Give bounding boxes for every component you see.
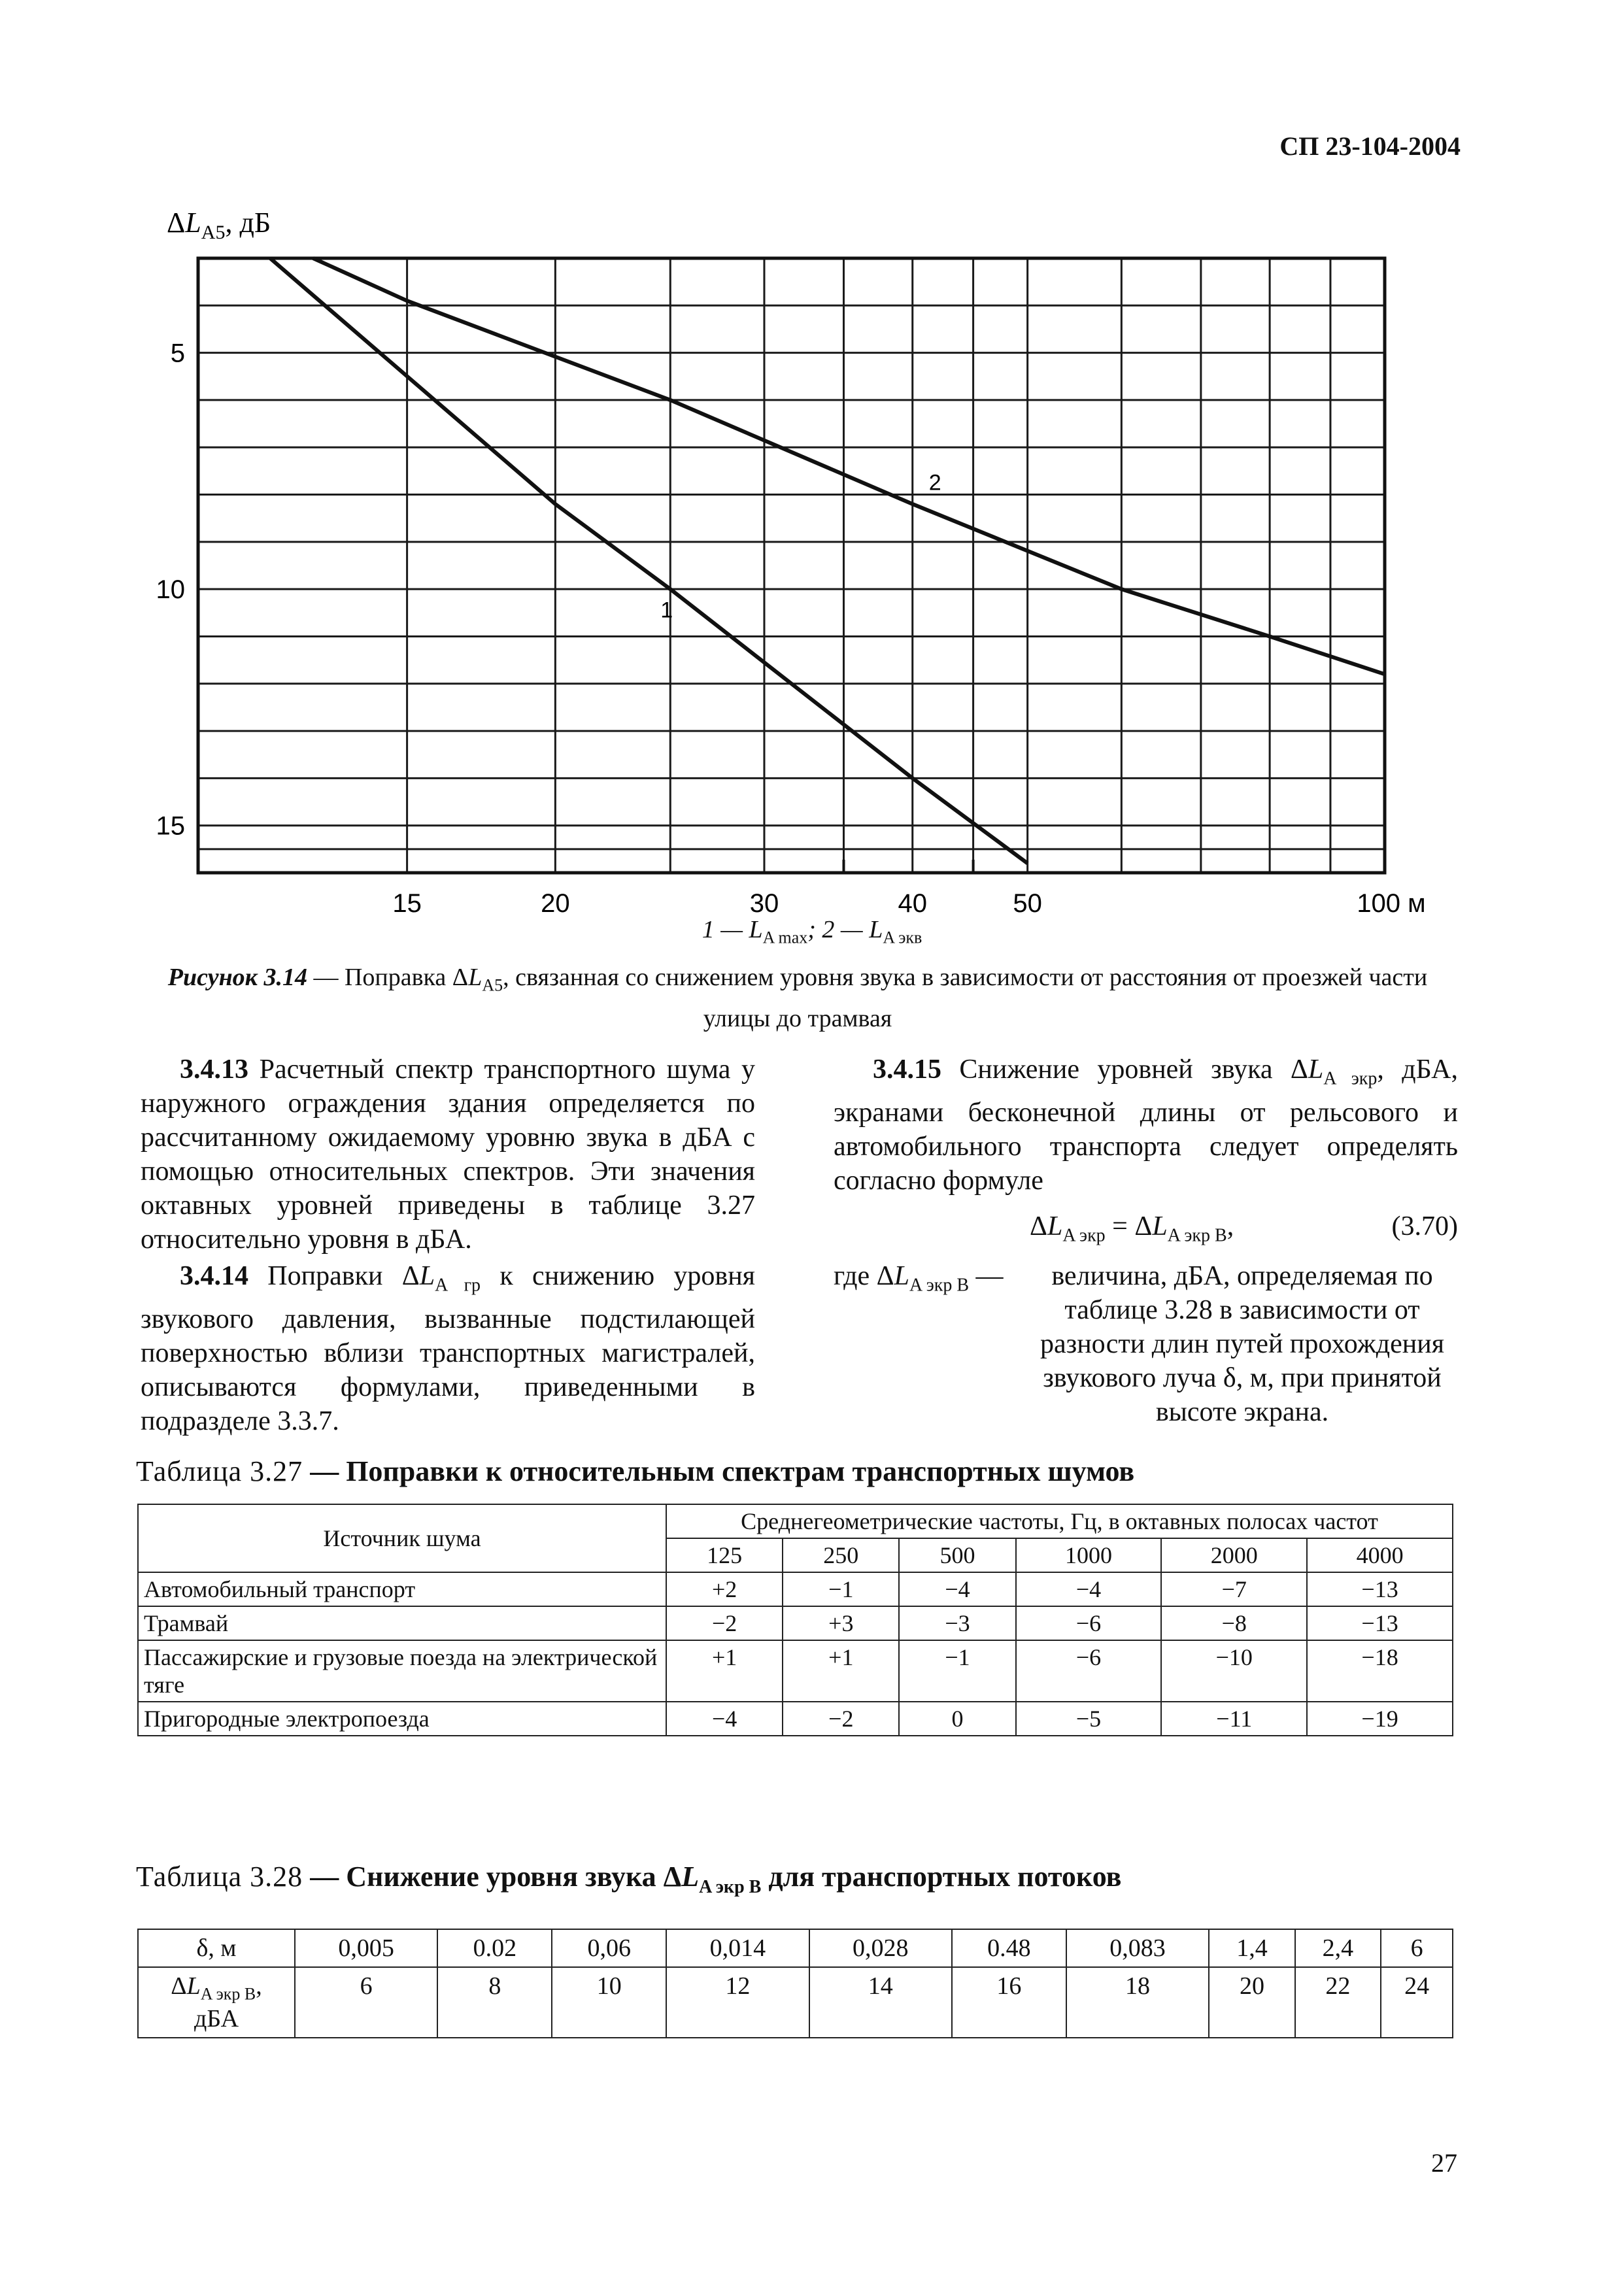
- where-description: величина, дБА, определяемая по таблице 3.28 в зависимости от разности длин путей прохождения звукового луча δ, м, при принятой высоте экрана.: [1040, 1261, 1445, 1428]
- y-tick-label: 10: [156, 575, 185, 605]
- delta-row: [138, 1929, 1453, 1967]
- x-tick-label: 15: [392, 889, 422, 918]
- label-delta: Δ: [171, 1972, 187, 2000]
- level-value: 18: [1066, 1967, 1209, 2038]
- correction-value: −5: [1016, 1702, 1162, 1736]
- paragraph-3-4-13: [141, 1053, 755, 1257]
- formula-number: (3.70): [1391, 1211, 1458, 1242]
- correction-value: −1: [899, 1640, 1015, 1702]
- paragraph-text: , дБА, экранами бесконечной длины от рельсового и автомобильного транспорта следует определять согласно формуле: [834, 1054, 1459, 1196]
- row-label-delta: δ, м: [138, 1929, 295, 1967]
- formula-sub-2: A экр В: [1167, 1225, 1227, 1246]
- correction-value: −3: [899, 1606, 1015, 1640]
- delta-value: 2,4: [1295, 1929, 1381, 1967]
- left-column: [141, 1053, 755, 1438]
- formula-delta: Δ: [1030, 1211, 1048, 1242]
- legend-item-2-symbol: L: [869, 916, 883, 943]
- table-3-28: [137, 1929, 1453, 2038]
- paragraph-text: к снижению уровня звукового давления, вызванные подстилающей поверхностью вблизи транспортных магистралей, описываются формулами, приведенными в подразделе 3.3.7.: [141, 1261, 755, 1437]
- correction-value: −19: [1307, 1702, 1453, 1736]
- legend-dash-2: —: [834, 916, 870, 943]
- symbol-sub: A гр: [435, 1275, 481, 1296]
- level-value: 10: [552, 1967, 666, 2038]
- title-part-a: — Снижение уровня звука Δ: [303, 1861, 682, 1893]
- table-title-text: [303, 1861, 1122, 1897]
- caption-symbol: L: [468, 964, 482, 991]
- correction-value: +2: [666, 1572, 783, 1606]
- title-part-b: для транспортных потоков: [761, 1861, 1122, 1893]
- table-3-28-title: [136, 1860, 1121, 1898]
- paragraph-text: Снижение уровней звука Δ: [941, 1054, 1308, 1085]
- table-row: [138, 1606, 1453, 1640]
- series-line-2: [313, 258, 1385, 674]
- clause-number: 3.4.14: [180, 1261, 248, 1291]
- correction-value: −13: [1307, 1572, 1453, 1606]
- source-name: Автомобильный транспорт: [138, 1572, 666, 1606]
- x-tick-label: 100 м: [1357, 889, 1426, 918]
- delta-value: 0,028: [809, 1929, 952, 1967]
- correction-value: −4: [899, 1572, 1015, 1606]
- table-3-27: [137, 1504, 1453, 1736]
- correction-value: +1: [783, 1640, 899, 1702]
- head-frequencies: Среднегеометрические частоты, Гц, в октавных полосах частот: [666, 1504, 1453, 1538]
- legend-dash-1: —: [714, 916, 749, 943]
- series-label-1: 1: [660, 598, 673, 623]
- formula-equals: = Δ: [1105, 1211, 1153, 1242]
- formula-comma: ,: [1226, 1211, 1234, 1242]
- formula-symbol-2: L: [1152, 1211, 1168, 1242]
- formula-sub-1: A экр: [1062, 1225, 1106, 1246]
- source-name: Трамвай: [138, 1606, 666, 1640]
- label-unit: дБА: [194, 2004, 239, 2033]
- correction-value: −4: [1016, 1572, 1162, 1606]
- legend-item-1-symbol: L: [749, 916, 763, 943]
- delta-value: 0,06: [552, 1929, 666, 1967]
- correction-value: −11: [1161, 1702, 1307, 1736]
- delta-value: 0.48: [952, 1929, 1066, 1967]
- clause-number: 3.4.15: [873, 1054, 941, 1085]
- freq-250: 250: [783, 1538, 899, 1572]
- level-value: 24: [1381, 1967, 1453, 2038]
- correction-value: −2: [666, 1606, 783, 1640]
- where-sub: A экр В: [909, 1275, 969, 1296]
- correction-value: −7: [1161, 1572, 1307, 1606]
- source-name: Пассажирские и грузовые поезда на электрической тяге: [138, 1640, 666, 1702]
- level-value: 8: [437, 1967, 552, 2038]
- label-sub: A экр В: [200, 1984, 256, 2004]
- legend-item-1-number: 1: [702, 916, 715, 943]
- correction-value: −1: [783, 1572, 899, 1606]
- delta-value: 0,083: [1066, 1929, 1209, 1967]
- legend-item-2-sub: A экв: [883, 928, 922, 947]
- correction-value: −18: [1307, 1640, 1453, 1702]
- freq-2000: 2000: [1161, 1538, 1307, 1572]
- paragraph-text: Поправки Δ: [248, 1261, 420, 1291]
- level-row: [138, 1967, 1453, 2038]
- correction-value: −6: [1016, 1606, 1162, 1640]
- correction-chart: [0, 0, 1624, 928]
- row-label-level: [138, 1967, 295, 2038]
- symbol-L: L: [419, 1261, 435, 1291]
- level-value: 14: [809, 1967, 952, 2038]
- series-label-2: 2: [928, 470, 941, 496]
- clause-number: 3.4.13: [180, 1054, 248, 1085]
- correction-value: −6: [1016, 1640, 1162, 1702]
- legend-between: ;: [807, 916, 822, 943]
- legend-item-2-number: 2: [822, 916, 835, 943]
- freq-125: 125: [666, 1538, 783, 1572]
- where-prefix: где Δ: [834, 1261, 894, 1292]
- table-row: [138, 1640, 1453, 1702]
- level-value: 12: [666, 1967, 809, 2038]
- y-tick-label: 15: [156, 811, 185, 841]
- paragraph-text: Расчетный спектр транспортного шума у наружного ограждения здания определяется по рассчитанному ожидаемому уровню звука в дБА с помощью относительных спектров. Эти значения октавных уровней приведены в таблице 3.27 относительно уровня в дБА.: [141, 1054, 755, 1255]
- source-name: Пригородные электропоезда: [138, 1702, 666, 1736]
- label-comma: ,: [256, 1972, 262, 2000]
- formula-3-70: [834, 1209, 1458, 1249]
- level-value: 6: [295, 1967, 437, 2038]
- level-value: 22: [1295, 1967, 1381, 2038]
- paragraph-3-4-14: [141, 1259, 755, 1438]
- freq-500: 500: [899, 1538, 1015, 1572]
- table-label: Таблица 3.28: [136, 1861, 303, 1893]
- figure-label: Рисунок 3.14: [167, 964, 307, 991]
- formula-where: [834, 1259, 1458, 1429]
- correction-value: −10: [1161, 1640, 1307, 1702]
- delta-value: 0,014: [666, 1929, 809, 1967]
- page-number: 27: [1431, 2148, 1457, 2178]
- table-title-text: — Поправки к относительным спектрам транспортных шумов: [303, 1455, 1135, 1487]
- where-label: [834, 1259, 1004, 1302]
- table-row: [138, 1702, 1453, 1736]
- table-label: Таблица 3.27: [136, 1455, 303, 1487]
- y-axis-label: $\Delta L_{A5}$, дБ: [167, 207, 271, 243]
- delta-value: 6: [1381, 1929, 1453, 1967]
- correction-value: −4: [666, 1702, 783, 1736]
- caption-text-a: — Поправка Δ: [307, 964, 469, 991]
- title-symbol: L: [681, 1861, 700, 1893]
- x-tick-label: 40: [898, 889, 927, 918]
- symbol-sub: A экр: [1323, 1068, 1378, 1089]
- table-3-27-title: [136, 1455, 1134, 1488]
- correction-value: −13: [1307, 1606, 1453, 1640]
- series-line-1: [270, 258, 1027, 864]
- symbol-L: L: [1308, 1054, 1324, 1085]
- document-code: СП 23-104-2004: [1279, 131, 1461, 161]
- where-symbol: L: [894, 1261, 910, 1292]
- where-dash: —: [969, 1261, 1004, 1292]
- formula-expression: [1030, 1209, 1234, 1253]
- delta-value: 0.02: [437, 1929, 552, 1967]
- label-symbol: L: [186, 1972, 201, 2000]
- correction-value: +1: [666, 1640, 783, 1702]
- freq-4000: 4000: [1307, 1538, 1453, 1572]
- correction-value: −8: [1161, 1606, 1307, 1640]
- freq-1000: 1000: [1016, 1538, 1162, 1572]
- caption-sub: A5: [482, 975, 503, 995]
- delta-value: 0,005: [295, 1929, 437, 1967]
- legend-item-1-sub: A max: [762, 928, 808, 947]
- head-source: Источник шума: [138, 1504, 666, 1572]
- figure-caption: [141, 961, 1455, 1035]
- chart-legend: [0, 915, 1624, 948]
- correction-value: −2: [783, 1702, 899, 1736]
- caption-text-b: , связанная со снижением уровня звука в зависимости от расстояния от проезжей части улицы до трамвая: [503, 964, 1428, 1032]
- level-value: 16: [952, 1967, 1066, 2038]
- delta-value: 1,4: [1209, 1929, 1294, 1967]
- formula-symbol-1: L: [1047, 1211, 1063, 1242]
- correction-value: +3: [783, 1606, 899, 1640]
- level-value: 20: [1209, 1967, 1294, 2038]
- right-column: [834, 1053, 1458, 1429]
- correction-value: 0: [899, 1702, 1015, 1736]
- table-row: [138, 1572, 1453, 1606]
- paragraph-3-4-15: [834, 1053, 1458, 1198]
- x-tick-label: 50: [1013, 889, 1042, 918]
- x-tick-label: 20: [541, 889, 570, 918]
- x-tick-label: 30: [749, 889, 779, 918]
- title-sub: A экр В: [699, 1876, 762, 1897]
- y-tick-label: 5: [170, 339, 185, 368]
